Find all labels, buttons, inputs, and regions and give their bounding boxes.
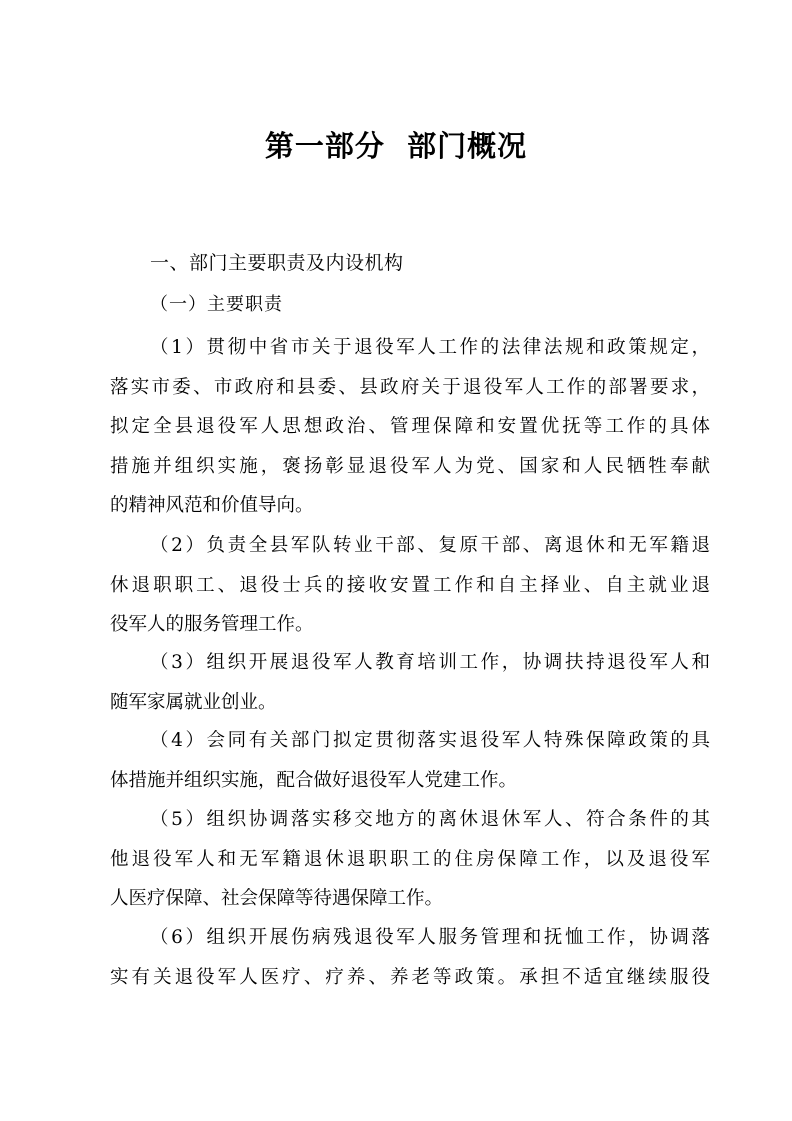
paragraph-3 bbox=[110, 643, 710, 722]
paragraph-line: 随军家属就业创业。 bbox=[110, 691, 277, 713]
paragraph-line: （6）组织开展伤病残退役军人服务管理和抚恤工作，协调落 bbox=[150, 927, 710, 948]
paragraph-line: 人医疗保障、社会保障等待遇保障工作。 bbox=[110, 888, 444, 909]
paragraph-line: 拟定全县退役军人思想政治、管理保障和安置优抚等工作的具体 bbox=[110, 416, 710, 437]
paragraph-line: 体措施并组织实施，配合做好退役军人党建工作。 bbox=[110, 769, 518, 791]
paragraph-line: 的精神风范和价值导向。 bbox=[110, 495, 314, 516]
paragraph-2 bbox=[110, 526, 710, 645]
paragraph-line: （4）会同有关部门拟定贯彻落实退役军人特殊保障政策的具 bbox=[150, 730, 710, 751]
paragraph-line: 役军人的服务管理工作。 bbox=[110, 614, 314, 635]
paragraph-line: （3）组织开展退役军人教育培训工作，协调扶持退役军人和 bbox=[150, 652, 710, 673]
paragraph-line: 实有关退役军人医疗、疗养、养老等政策。承担不适宜继续服役 bbox=[110, 966, 710, 988]
subsection-heading: （一）主要职责 bbox=[150, 294, 283, 315]
paragraph-line: 落实市委、市政府和县委、县政府关于退役军人工作的部署要求， bbox=[110, 376, 710, 398]
paragraph-line: （5）组织协调落实移交地方的离休退休军人、符合条件的其 bbox=[150, 809, 710, 830]
paragraph-line: （1）贯彻中省市关于退役军人工作的法律法规和政策规定， bbox=[150, 337, 710, 358]
paragraph-line: 措施并组织实施，褒扬彰显退役军人为党、国家和人民牺牲奉献 bbox=[110, 455, 710, 477]
paragraph-6 bbox=[110, 918, 710, 997]
section-heading: 一、部门主要职责及内设机构 bbox=[150, 252, 404, 274]
paragraph-line: 他退役军人和无军籍退休退职职工的住房保障工作，以及退役军 bbox=[110, 848, 710, 870]
paragraph-5 bbox=[110, 800, 710, 919]
page-title: 第一部分 部门概况 bbox=[264, 129, 528, 163]
paragraph-4 bbox=[110, 721, 710, 800]
paragraph-line: 休退职职工、退役士兵的接收安置工作和自主择业、自主就业退 bbox=[110, 574, 710, 596]
paragraph-1 bbox=[110, 328, 710, 526]
paragraph-line: （2）负责全县军队转业干部、复原干部、离退休和无军籍退 bbox=[150, 535, 710, 556]
